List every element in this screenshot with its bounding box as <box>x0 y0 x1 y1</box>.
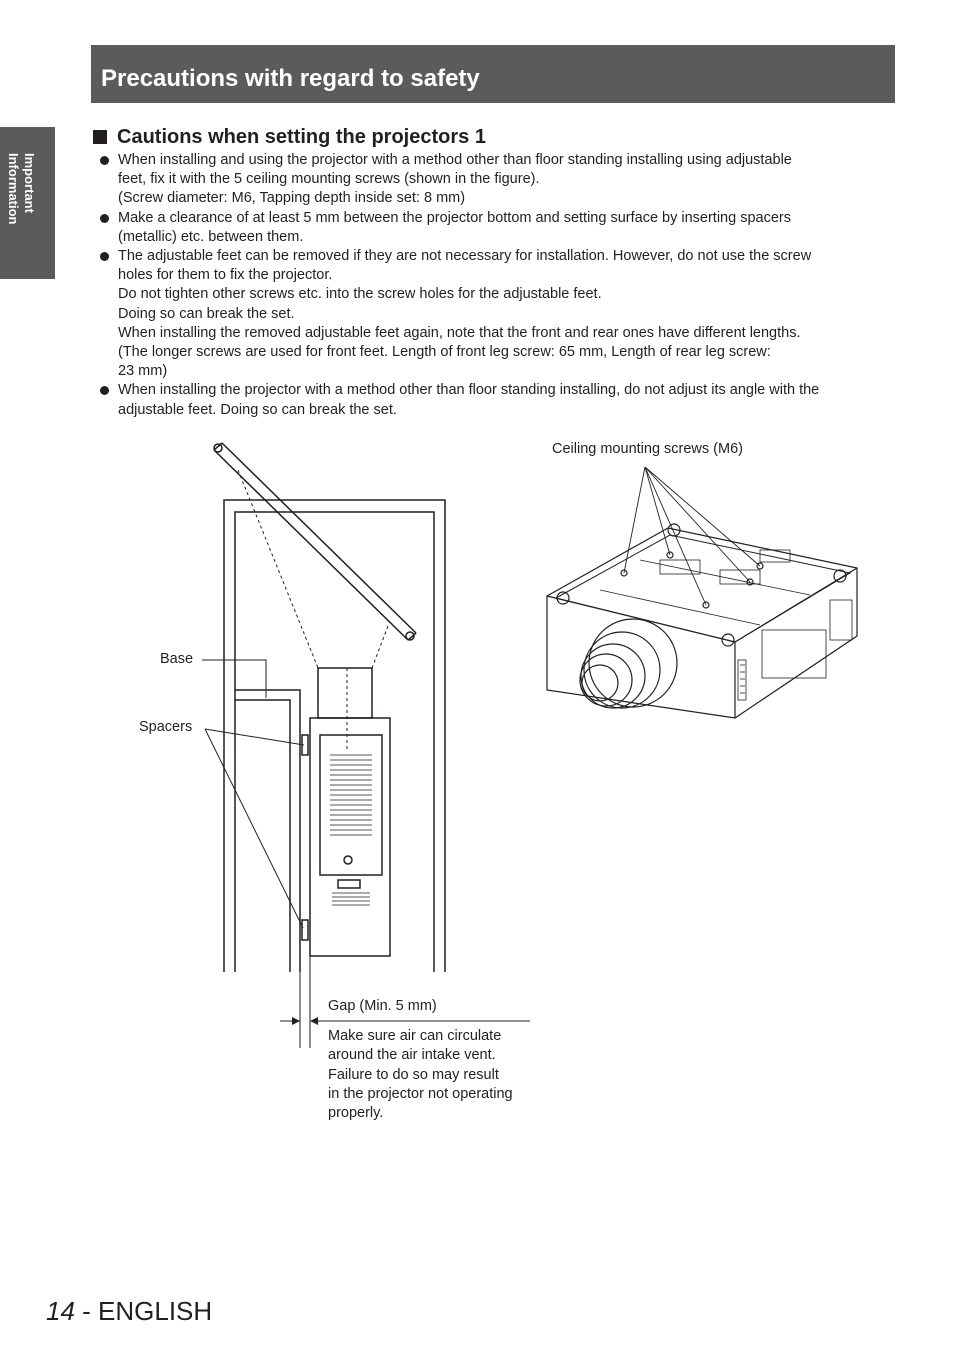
lens-housing <box>318 668 372 718</box>
mirror <box>214 443 416 640</box>
note-line: properly. <box>328 1105 384 1122</box>
base-label: Base <box>160 651 194 667</box>
text-line: When installing the removed adjustable feet again, note that the front and rear ones have different lengths. <box>118 324 801 341</box>
text-line: (metallic) etc. between them. <box>118 228 304 245</box>
base-outer <box>235 690 300 972</box>
text-line: Do not tighten other screws etc. into the screw holes for the adjustable feet. <box>118 286 602 303</box>
note-line: Make sure air can circulate <box>328 1028 502 1044</box>
side-panel <box>738 600 852 700</box>
enclosure-inner <box>235 512 434 972</box>
spacers-label: Spacers <box>139 719 193 735</box>
spacer <box>302 735 308 755</box>
foot <box>557 592 569 604</box>
text-line: (Screw diameter: M6, Tapping depth inside set: 8 mm) <box>118 190 466 207</box>
lens-ring <box>589 619 677 707</box>
base-inner <box>235 700 290 972</box>
text-line: When installing and using the projector with a method other than floor standing installing using adjustable <box>118 152 792 168</box>
enclosure-outer <box>224 500 445 972</box>
caution-item <box>100 247 896 381</box>
header-bar <box>91 45 895 103</box>
projection-lines <box>238 470 388 750</box>
screws-label: Ceiling mounting screws (M6) <box>552 441 743 457</box>
text-line: (The longer screws are used for front feet. Length of front leg screw: 65 mm, Length of rear leg screw: <box>118 344 771 361</box>
footer-language: - ENGLISH <box>74 1296 213 1326</box>
section-heading <box>93 126 486 149</box>
foot <box>668 524 680 536</box>
top-face <box>556 535 850 642</box>
caution-item <box>100 151 896 209</box>
top-details <box>600 550 810 625</box>
square-bullet-icon <box>93 130 107 144</box>
page-title: Precautions with regard to safety <box>101 65 480 92</box>
spacer <box>302 920 308 940</box>
bullet-icon <box>100 252 109 261</box>
note-line: in the projector not operating <box>328 1085 513 1102</box>
spacers-leader <box>205 729 303 928</box>
projector-body <box>310 718 390 956</box>
vent-panel <box>320 735 382 875</box>
text-line: feet, fix it with the 5 ceiling mounting screws (shown in the figure). <box>118 171 540 188</box>
bullet-icon <box>100 386 109 395</box>
ceiling-screws <box>621 552 763 608</box>
label-plate <box>338 880 360 888</box>
text-line: adjustable feet. Doing so can break the set. <box>118 401 397 418</box>
projector-outline <box>547 528 857 718</box>
text-line: Doing so can break the set. <box>118 305 295 322</box>
section-title: Cautions when setting the projectors 1 <box>117 126 486 148</box>
side-tab-label: Important Information <box>6 153 37 225</box>
base-leader <box>202 660 266 698</box>
screw-leaders <box>624 467 760 605</box>
gap-label: Gap (Min. 5 mm) <box>328 998 437 1014</box>
vent-grille <box>330 755 372 905</box>
caution-item <box>100 381 896 419</box>
spacers-leader <box>205 729 304 745</box>
text-line: When installing the projector with a method other than floor standing installing, do not adjust its angle with the <box>118 382 820 399</box>
page-footer <box>46 1296 212 1327</box>
text-line: Make a clearance of at least 5 mm between the projector bottom and setting surface by inserting spacers <box>118 209 791 226</box>
note-line: around the air intake vent. <box>328 1047 496 1064</box>
bullet-icon <box>100 214 109 223</box>
caution-item <box>100 209 896 247</box>
airflow-note <box>328 1027 548 1123</box>
foot <box>722 634 734 646</box>
projector-perspective <box>547 467 857 718</box>
page-number: 14 <box>46 1296 75 1326</box>
bullet-icon <box>100 156 109 165</box>
text-line: holes for them to fix the projector. <box>118 267 333 284</box>
note-line: Failure to do so may result <box>328 1066 499 1083</box>
focus-dial <box>344 856 352 864</box>
foot <box>834 570 846 582</box>
text-line: 23 mm) <box>118 363 168 380</box>
text-line: The adjustable feet can be removed if they are not necessary for installation. However, do not use the screw <box>118 248 812 265</box>
caution-list <box>100 151 896 420</box>
